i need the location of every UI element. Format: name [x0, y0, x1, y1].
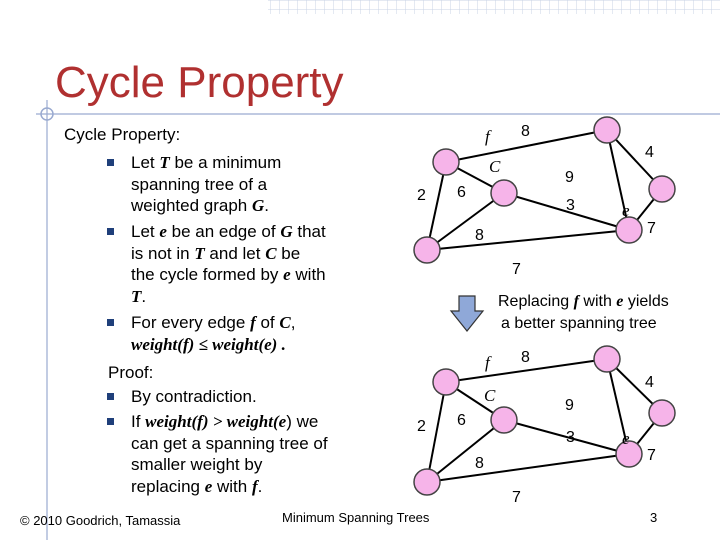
proof-bullet-2-line-2: can get a spanning tree of [131, 433, 328, 453]
edge-label-f: f [485, 353, 490, 372]
edge-weight: 4 [645, 374, 654, 391]
edge-weight: 3 [566, 429, 575, 446]
proof-heading: Proof: [108, 363, 154, 382]
edge-weight: 9 [565, 169, 574, 186]
bullet-1-line-3: weighted graph G. [131, 196, 269, 215]
edge-weight: 6 [457, 412, 466, 429]
proof-bullet-2-line-4: replacing e with f. [131, 476, 263, 496]
edge-2 [427, 382, 446, 482]
bullet-2-line-4: T. [131, 286, 147, 306]
graph-node [594, 346, 620, 372]
edge-weight: 9 [565, 397, 574, 414]
edge-weight: 7 [512, 489, 521, 506]
edge-weight: 6 [457, 184, 466, 201]
cycle-label-C: C [484, 386, 496, 405]
bullet-3-line-2: weight(f) ≤ weight(e) . [131, 334, 286, 354]
bullet-1-line-2: spanning tree of a [131, 174, 268, 194]
bullet-2-line-1: Let e be an edge of G that [131, 222, 326, 241]
edge-label-e: e [622, 429, 630, 448]
edge-weight: 8 [475, 227, 484, 244]
bullet-2-line-2: is not in T and let C be [131, 243, 301, 263]
heading: Cycle Property: [64, 125, 181, 144]
proof-bullet-2-line-3: smaller weight by [131, 455, 263, 474]
edge-weight: 3 [566, 197, 575, 214]
cycle-label-C: C [489, 157, 501, 176]
edge-weight: 7 [647, 220, 656, 237]
bullet-3-line-1: For every edge f of C, [131, 313, 296, 332]
bullet-1-line-1: Let T be a minimum [131, 153, 282, 172]
edge-weight: 4 [645, 144, 654, 161]
graph-node [433, 369, 459, 395]
graph-node [414, 469, 440, 495]
page-number: 3 [650, 510, 658, 525]
edge-weight: 2 [417, 187, 426, 204]
graph-caption-line-2: a better spanning tree [501, 314, 657, 332]
edge-weight: 2 [417, 418, 426, 435]
footer-title: Minimum Spanning Trees [282, 510, 430, 525]
proof-bullet-2-line-1: If weight(f) > weight(e) we [131, 412, 319, 431]
edge-label-f: f [485, 127, 490, 146]
bullet-2-line-3: the cycle formed by e with [131, 265, 326, 284]
edge-weight: 7 [647, 447, 656, 464]
graph-node [649, 400, 675, 426]
edge-weight: 8 [521, 123, 530, 140]
edge-weight: 8 [475, 455, 484, 472]
footer-copyright: © 2010 Goodrich, Tamassia [20, 513, 181, 528]
graph-caption-line-1: Replacing f with e yields [498, 293, 669, 310]
graph-node [491, 407, 517, 433]
slide-title: Cycle Property [55, 58, 344, 107]
proof-bullet-1-line-1: By contradiction. [131, 387, 257, 406]
edge-label-e: e [622, 201, 630, 220]
edge-weight: 7 [512, 261, 521, 278]
edge-weight: 8 [521, 349, 530, 366]
